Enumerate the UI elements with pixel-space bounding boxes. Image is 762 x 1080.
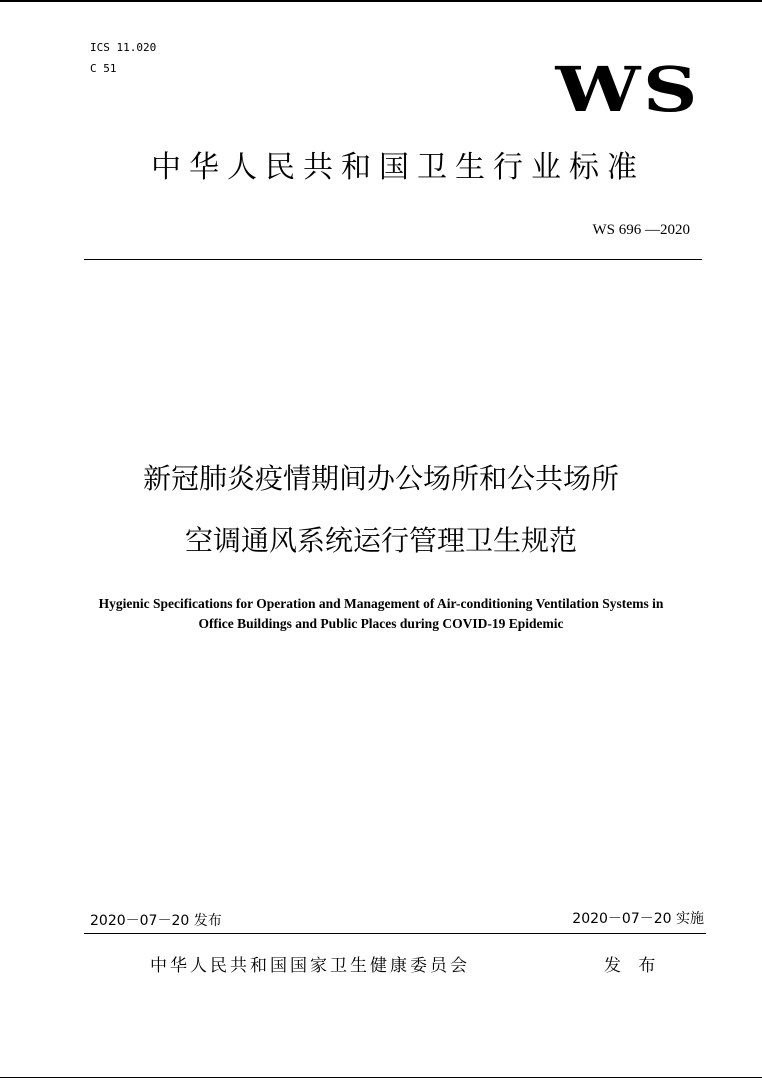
ics-code: ICS 11.020 <box>90 41 157 54</box>
title-english-line1: Hygienic Specifications for Operation and Management of Air-conditioning Ventilation Systems in <box>98 596 664 611</box>
footer-divider <box>84 933 706 934</box>
title-chinese-line2: 空调通风系统运行管理卫生规范 <box>184 524 577 557</box>
issuing-authority: 中华人民共和国国家卫生健康委员会 <box>150 956 470 976</box>
ccs-code: C 51 <box>90 62 117 75</box>
issue-date: 2020－07－20 发布 <box>90 913 222 929</box>
standard-number: WS 696 —2020 <box>592 222 690 238</box>
header-divider <box>84 259 702 260</box>
title-chinese-line1: 新冠肺炎疫情期间办公场所和公共场所 <box>142 462 619 495</box>
issued-label: 发 布 <box>604 956 662 976</box>
page-bottom-border <box>0 1077 762 1078</box>
title-english-line2: Office Buildings and Public Places during COVID-19 Epidemic <box>198 616 564 631</box>
standard-type-heading: 中华人民共和国卫生行业标准 <box>151 150 645 185</box>
page-top-border <box>0 0 762 2</box>
implementation-date: 2020－07－20 实施 <box>572 911 704 927</box>
ws-logo: WS <box>555 53 700 126</box>
